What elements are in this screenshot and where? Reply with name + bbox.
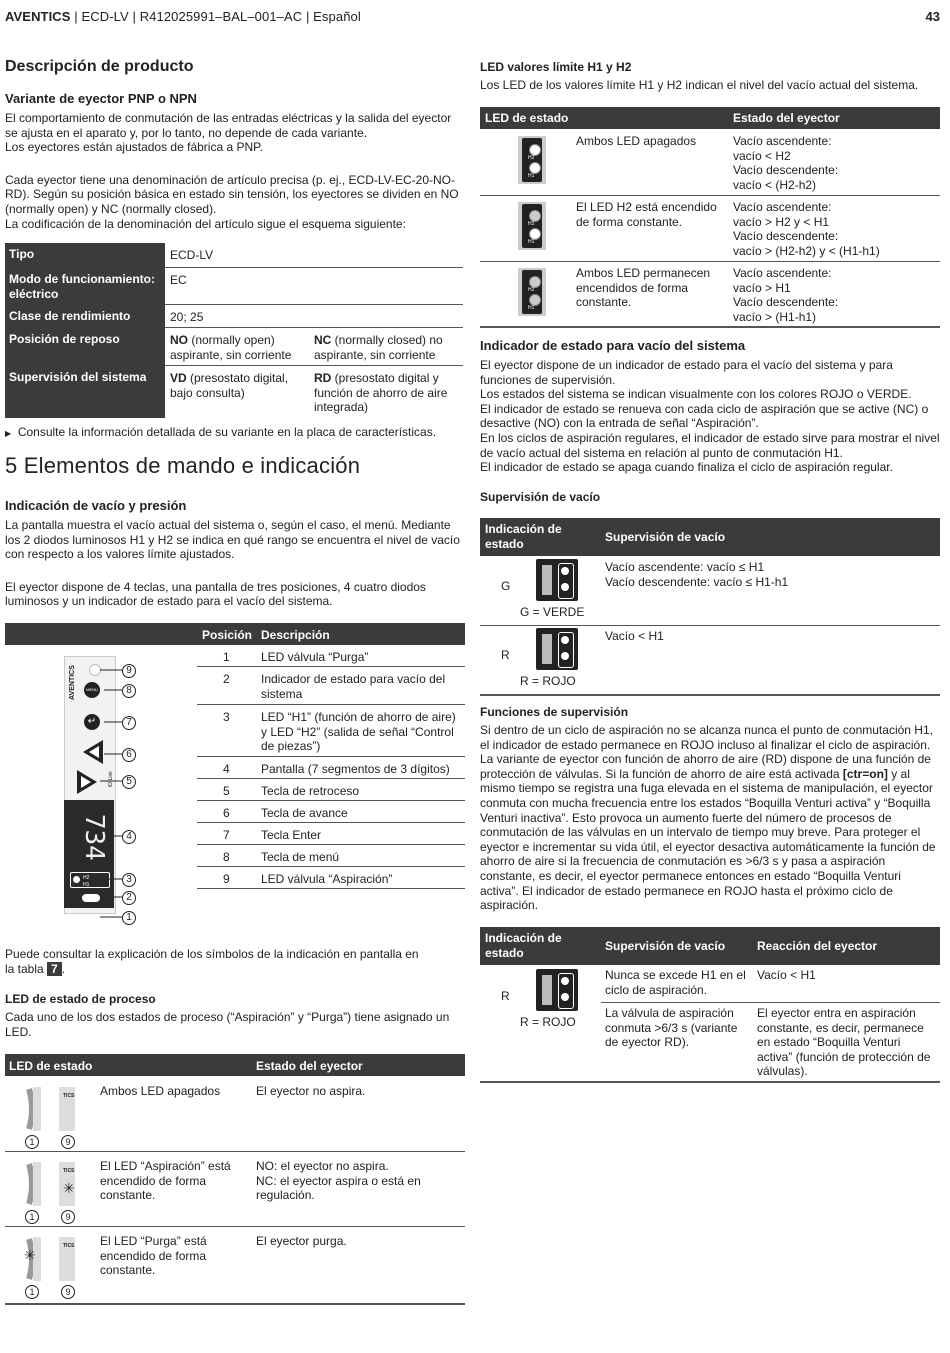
status-caption: R = ROJO: [520, 674, 576, 688]
table-row: [5, 1077, 465, 1152]
functions-table-body: [480, 966, 940, 1083]
callout-number: 2: [122, 891, 136, 905]
callout-number: 7: [122, 716, 136, 730]
position-number: 6: [223, 806, 230, 820]
table-row: [197, 779, 465, 801]
row-value: [314, 371, 464, 415]
limit-table-header: [480, 107, 940, 129]
table-row: [5, 1152, 465, 1227]
header-indication: Indicación de estado: [485, 931, 562, 960]
position-number: 3: [223, 710, 230, 724]
row-value: EC: [170, 273, 187, 287]
ejector-reaction: Vacío < H1: [757, 968, 816, 982]
position-number: 2: [223, 672, 230, 686]
code-nc-desc: (normally closed) no aspirante, sin corriente: [314, 333, 443, 362]
row-key: Posición de reposo: [5, 328, 165, 366]
limit-led-icon: [518, 136, 546, 184]
element-description: Tecla de menú: [261, 850, 340, 864]
header-supervision: Supervisión de vacío: [605, 530, 726, 544]
status-indicator-icon: [520, 969, 578, 1011]
tics-label: TICS: [63, 1168, 75, 1174]
callout-number: 9: [61, 1210, 75, 1224]
header-description: Descripción: [261, 628, 330, 642]
row-value: [170, 333, 310, 362]
h2-label: H2: [83, 875, 90, 881]
led-on-icon: ✳: [63, 1181, 75, 1197]
table-row: [197, 801, 465, 823]
row-divider: [601, 1002, 940, 1003]
code-nc: NC: [314, 333, 332, 347]
ejector-reaction: El eyector entra en aspiración constante, es decir, permanece en estado “Boquilla Venturi activa” (función de protección de válvulas).: [757, 1006, 931, 1079]
led-description: Ambos LED apagados: [576, 134, 697, 148]
limit-led-title: LED valores límite H1 y H2: [480, 60, 632, 74]
tics-label: TICS: [63, 1093, 75, 1099]
paragraph: Si dentro de un ciclo de aspiración no se alcanza nunca el punto de conmutación H1, el indicador de estado permanece en ROJO incluso al finalizar el ciclo de aspiración.: [480, 723, 933, 752]
table-row: [5, 328, 463, 366]
vacuum-supervision: Nunca se excede H1 en el ciclo de aspiración.: [605, 968, 746, 997]
callout-number: 5: [122, 775, 136, 789]
ejector-state: Vacío ascendente: vacío < H2 Vacío descendente: vacío < (H2-h2): [733, 134, 839, 192]
led-description: El LED “Purga” está encendido de forma constante.: [100, 1234, 207, 1278]
paragraph: El indicador de estado se renueva con cada ciclo de aspiración que se active (NC) o desactive (NO) con la entrada de señal “Aspiración”.: [480, 401, 929, 431]
table-row: [480, 557, 940, 626]
system-indicator-title: Indicador de estado para vacío del sistema: [480, 338, 746, 353]
header-indication: Indicación de estado: [485, 522, 562, 551]
row-key: Supervisión del sistema: [5, 366, 165, 418]
position-number: 1: [223, 650, 230, 664]
device-illustration: [30, 650, 160, 930]
vacuum-supervision-title: Supervisión de vacío: [480, 490, 601, 504]
elements-table-header: [5, 623, 465, 645]
element-description: LED válvula “Purga”: [261, 650, 369, 664]
row-value: ECD-LV: [170, 248, 214, 262]
callout-number: 1: [25, 1135, 39, 1149]
callout-number: 3: [122, 873, 136, 887]
header-doc-info: | ECD-LV | R412025991–BAL–001–AC | Español: [70, 9, 361, 24]
status-indicator: [73, 876, 80, 883]
led-description: Ambos LED permanecen encendidos de forma constante.: [576, 266, 711, 310]
paragraph: El indicador de estado se apaga cuando finaliza el ciclo de aspiración regular.: [480, 460, 893, 475]
symbols-text: Puede consultar la explicación de los símbolos de la indicación en pantalla en la tabla: [5, 947, 419, 976]
table-row: [197, 757, 465, 779]
vacuum-supervision: Vacío < H1: [605, 629, 664, 643]
table-row: [480, 130, 940, 196]
row-value: 20; 25: [170, 310, 204, 324]
paragraph: El comportamiento de conmutación de las entradas eléctricas y la salida del eyector se ajusta en el aparato y, por lo tanto, no depende de cada variante.: [5, 111, 452, 140]
paragraph: Los estados del sistema se indican visualmente con los colores ROJO o VERDE.: [480, 387, 912, 402]
row-key: Tipo: [5, 243, 165, 268]
ejector-state: Vacío ascendente: vacío > H1 Vacío descendente: vacío > (H1-h1): [733, 266, 839, 324]
variant-title: Variante de eyector PNP o NPN: [5, 91, 197, 106]
code-no: NO: [170, 333, 188, 347]
supervision-table-header: [480, 518, 940, 556]
h1-label: H1: [528, 305, 535, 311]
note-text: Consulte la información detallada de su variante en la placa de características.: [17, 425, 437, 439]
note: [5, 425, 465, 442]
status-letter: R: [501, 648, 510, 662]
process-led-title: LED de estado de proceso: [5, 992, 156, 1006]
position-number: 9: [223, 872, 230, 886]
h2-label: H2: [528, 287, 535, 293]
row-value: [314, 333, 464, 362]
status-indicator-icon: [520, 559, 578, 601]
header-led: LED de estado: [485, 111, 569, 125]
supervision-functions-title: Funciones de supervisión: [480, 705, 629, 719]
h2-label: H2: [528, 155, 535, 161]
arrow-bullet-icon: ▶: [5, 429, 12, 438]
paragraph: La codificación de la denominación del artículo sigue el esquema siguiente:: [5, 216, 406, 231]
tics-label: TICS: [63, 1243, 75, 1249]
indication-text: [5, 518, 465, 609]
limit-led-icon: [518, 268, 546, 316]
article-code-table: [5, 243, 463, 418]
position-number: 4: [223, 762, 230, 776]
menu-key: MENU: [84, 682, 100, 698]
led-purge: [82, 894, 100, 902]
h1-label: H1: [528, 173, 535, 179]
element-description: Pantalla (7 segmentos de 3 dígitos): [261, 762, 450, 776]
h2-label: H2: [528, 221, 535, 227]
position-number: 7: [223, 828, 230, 842]
vacuum-supervision: La válvula de aspiración conmuta >6/3 s (variante de eyector RD).: [605, 1006, 738, 1050]
code-rd-desc: (presostato digital y función de ahorro de aire integrada): [314, 371, 448, 415]
limit-led-text: Los LED de los valores límite H1 y H2 indican el nivel del vacío actual del sistema.: [480, 78, 919, 92]
indication-title: Indicación de vacío y presión: [5, 498, 187, 513]
ejector-state: NO: el eyector no aspira. NC: el eyector aspira o está en regulación.: [256, 1159, 421, 1203]
paragraph: En los ciclos de aspiración regulares, el indicador de estado sirve para mostrar el nivel de vacío actual del sistema en relación al punto de conmutación H1.: [480, 430, 940, 460]
process-led-icon: [19, 1160, 89, 1222]
led-description: El LED H2 está encendido de forma constante.: [576, 200, 717, 229]
table-row: [5, 1227, 465, 1305]
status-indicator-icon: [520, 628, 578, 670]
display-readout: 734: [78, 813, 109, 861]
paragraph: Los eyectores están ajustados de fábrica a PNP.: [5, 140, 263, 155]
element-description: Tecla de avance: [261, 806, 348, 820]
code-no-desc: (normally open) aspirante, sin corriente: [170, 333, 292, 362]
header-reaction: Reacción del eyector: [757, 939, 878, 953]
variant-text: [5, 111, 463, 231]
ejector-state: El eyector no aspira.: [256, 1084, 366, 1098]
process-led-icon: [19, 1235, 89, 1297]
element-description: LED válvula “Aspiración”: [261, 872, 393, 886]
header-brand: AVENTICS: [5, 9, 71, 24]
table-row: [480, 626, 940, 696]
table-row: [197, 845, 465, 867]
callout-number: 1: [25, 1285, 39, 1299]
process-led-icon: [19, 1085, 89, 1147]
table-row: [480, 196, 940, 262]
callout-number: 9: [61, 1135, 75, 1149]
ejector-state: Vacío ascendente: vacío > H2 y < H1 Vacío descendente: vacío > (H2-h2) y < (H1-h1): [733, 200, 880, 258]
code-ctr-on: [ctr=on]: [842, 766, 888, 781]
paragraph: El eyector dispone de un indicador de estado para el vacío del sistema y para funciones de supervisión.: [480, 358, 893, 387]
led-on-icon: ✳: [24, 1248, 36, 1264]
table-row: [480, 262, 940, 328]
system-indicator-text: [480, 358, 942, 475]
callout-number: 4: [122, 830, 136, 844]
element-description: Tecla de retroceso: [261, 784, 360, 798]
header-supervision: Supervisión de vacío: [605, 939, 726, 953]
status-letter: R: [501, 989, 510, 1003]
table-row: [197, 667, 465, 705]
header-state: Estado del eyector: [733, 111, 840, 125]
led-description: El LED “Aspiración” está encendido de forma constante.: [100, 1159, 231, 1203]
callout-number: 6: [122, 748, 136, 762]
iolink-label: IO-Link: [107, 771, 114, 788]
callout-number: 1: [122, 911, 136, 925]
text-part: y al mismo tiempo se registra una fuga elevada en el sistema de manipulación, el eyector conmuta con mucha frecuencia entre los estados “Boquilla Venturi activa” y “Boquilla Venturi inactiva”. Esto provoca un aumento fuerte del número de procesos de conmutación de las válvulas en un intervalo de tiempo muy breve. Para proteger el eyector e incrementar su vida útil, el eyector desactiva automáticamente la función de ahorro de aire si la frecuencia de conmutación es >6/3 s y pasa a aspiración constante, es decir, el eyector permanece entonces en estado “Boquilla Venturi activa”. El indicador de estado permanece en ROJO hasta el próximo ciclo de aspiración.: [480, 766, 936, 913]
functions-table-header: [480, 927, 940, 965]
row-key: Clase de rendimiento: [5, 305, 165, 328]
callout-number: 8: [122, 684, 136, 698]
element-description: LED “H1” (función de ahorro de aire) y LED “H2” (salida de señal “Control de piezas”): [261, 710, 456, 754]
process-led-text: Cada uno de los dos estados de proceso (“Aspiración” y “Purga”) tiene asignado un LED.: [5, 1010, 450, 1039]
led-description: Ambos LED apagados: [100, 1084, 221, 1098]
table-reference-badge: 7: [47, 962, 62, 976]
table-row: [197, 705, 465, 757]
table-row: [197, 867, 465, 889]
header-state: Estado del eyector: [256, 1059, 363, 1073]
code-vd: VD: [170, 371, 187, 385]
paragraph: La pantalla muestra el vacío actual del sistema o, según el caso, el menú. Mediante los 2 diodos luminosos H1 y H2 se indica en qué rango se encuentra el nivel de vacío con respecto a los valores límite ajustados.: [5, 518, 460, 562]
table-row: [5, 243, 463, 268]
header-led: LED de estado: [9, 1059, 93, 1073]
element-description: Indicador de estado para vacío del sistema: [261, 672, 446, 701]
enter-key-icon: ↵: [84, 714, 100, 730]
callout-number: 9: [122, 664, 136, 678]
table-row: [5, 305, 463, 328]
symbols-reference: Puede consultar la explicación de los símbolos de la indicación en pantalla en la tabla 7 .: [5, 947, 419, 976]
header-position: Posición: [202, 628, 253, 642]
status-caption: R = ROJO: [520, 1015, 576, 1029]
code-rd: RD: [314, 371, 332, 385]
running-header: [5, 10, 361, 25]
callout-number: 9: [61, 1285, 75, 1299]
text-part: La variante de eyector con función de ahorro de aire (RD) dispone de una función de protección de válvulas. Si la función de ahorro de aire está activada: [480, 752, 931, 781]
status-letter: G: [501, 579, 511, 593]
row-key: Modo de funcionamiento: eléctrico: [5, 268, 165, 305]
position-number: 8: [223, 850, 230, 864]
process-table-header: [5, 1054, 465, 1076]
status-caption: G = VERDE: [520, 605, 585, 619]
code-vd-desc: (presostato digital, bajo consulta): [170, 371, 289, 400]
table-row: [5, 268, 463, 305]
table-row: [197, 823, 465, 845]
row-value: [170, 371, 310, 400]
back-key-icon: [74, 768, 100, 796]
page-number: 43: [925, 9, 940, 24]
section-title: 5 Elementos de mando e indicación: [5, 453, 361, 478]
supervision-functions-text: [480, 723, 942, 913]
device-brand: AVENTICS: [69, 665, 76, 700]
h1-label: H1: [528, 239, 535, 245]
h1-label: H1: [83, 882, 90, 888]
paragraph: [480, 752, 942, 913]
paragraph: El eyector dispone de 4 teclas, una pantalla de tres posiciones, 4 cuatro diodos luminosos y un indicador de estado para el vacío del sistema.: [5, 579, 426, 609]
limit-led-icon: [518, 202, 546, 250]
position-number: 5: [223, 784, 230, 798]
vacuum-supervision: Vacío ascendente: vacío ≤ H1 Vacío descendente: vacío ≤ H1-h1: [605, 560, 789, 589]
element-description: Tecla Enter: [261, 828, 322, 842]
callout-number: 1: [25, 1210, 39, 1224]
paragraph: Cada eyector tiene una denominación de artículo precisa (p. ej., ECD-LV-EC-20-NO-RD). Según su posición básica en estado sin tensión, los eyectores se dividen en NO (normally open) y NC (normally closed).: [5, 172, 459, 216]
product-description-title: Descripción de producto: [5, 58, 194, 75]
ejector-state: El eyector purga.: [256, 1234, 347, 1248]
table-row: [197, 645, 465, 667]
table-row: [5, 366, 463, 418]
